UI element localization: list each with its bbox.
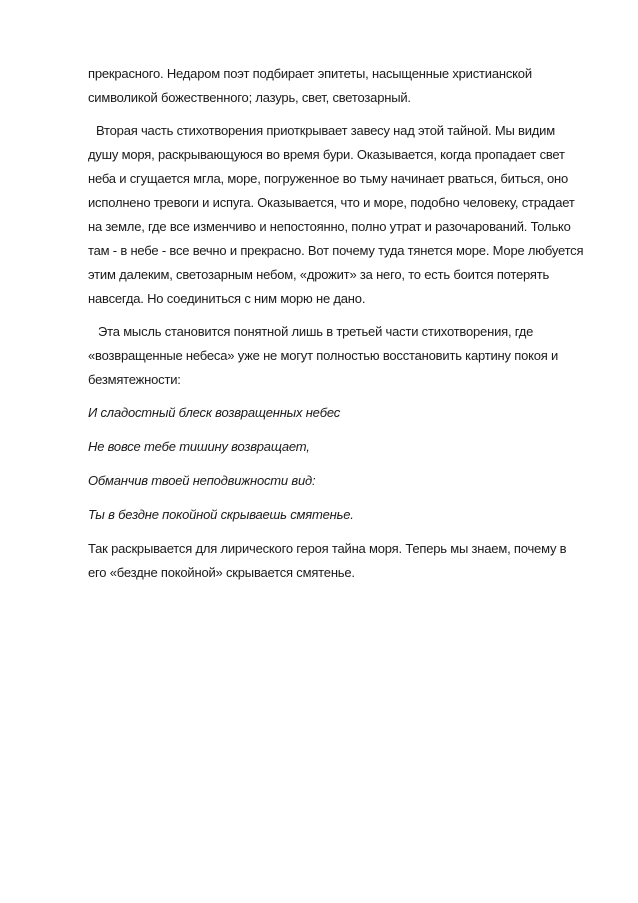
paragraph-second-part: Вторая часть стихотворения приоткрывает завесу над этой тайной. Мы видим душу моря, раскрывающуюся во время бури. Оказывается, когда пропадает свет неба и сгущается мгла, море, погруженное во тьму начинает рваться, биться, оно исполнено тревоги и испуга. Оказывается, что и море, подобно человеку, страдает на земле, где все изменчиво и непостоянно, полно утрат и разочарований. Только там - в небе - все вечно и прекрасно. Вот почему туда тянется море. Море любуется этим далеким, светозарным небом, «дрожит» за него, то есть боится потерять навсегда. Но соединиться с ним морю не дано. [88,123,584,306]
verse-line-1: И сладостный блеск возвращенных небес [88,405,341,420]
paragraph-intro: прекрасного. Недаром поэт подбирает эпитеты, насыщенные христианской символикой божественного; лазурь, свет, светозарный. [88,66,532,105]
paragraph-closing: Так раскрывается для лирического героя тайна моря. Теперь мы знаем, почему в его «бездне покойной» скрывается смятенье. [88,541,567,580]
paragraph-third-part: Эта мысль становится понятной лишь в третьей части стихотворения, где «возвращенные небеса» уже не могут полностью восстановить картину покоя и безмятежности: [88,324,559,387]
verse-line-2: Не вовсе тебе тишину возвращает, [88,439,310,454]
verse-line-3: Обманчив твоей неподвижности вид: [88,473,316,488]
document-page [88,62,588,594]
verse-line-4: Ты в бездне покойной скрываешь смятенье. [88,507,354,522]
